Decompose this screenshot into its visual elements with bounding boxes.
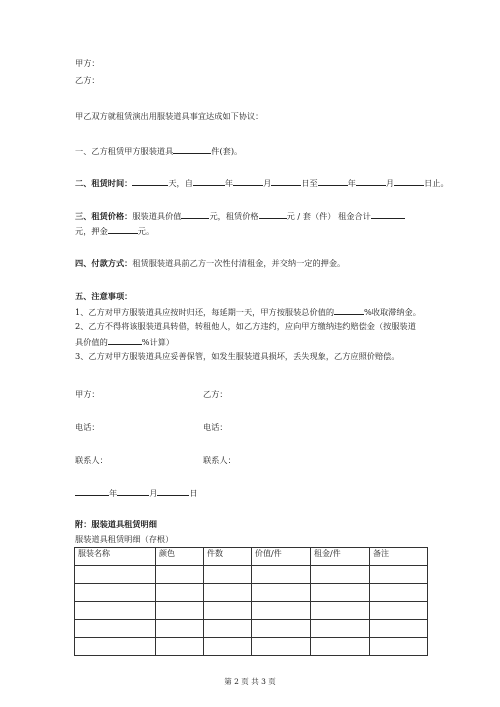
clause-5-label: 五、注意事项： — [75, 291, 133, 301]
clause-5-item-1 — [75, 306, 421, 318]
blank-field — [108, 225, 138, 234]
clause-2-year: 年 — [224, 178, 234, 188]
blank-field — [75, 487, 109, 496]
blank-field — [356, 177, 386, 186]
column-header: 颜色 — [156, 548, 204, 566]
table-row — [75, 602, 428, 620]
clause-5-item-1-end: %收取滞纳金。 — [364, 307, 421, 317]
blank-field — [271, 177, 301, 186]
table-header-row — [75, 548, 428, 566]
clause-3-value: 服装道具价值 — [132, 211, 182, 221]
column-header: 租金/件 — [311, 548, 370, 566]
clause-1-unit: 件(套)。 — [211, 146, 243, 156]
table-cell — [311, 584, 370, 602]
appendix-subtitle: 服装道具租赁明细（存根） — [75, 534, 174, 544]
clause-4 — [75, 258, 345, 269]
clause-5-item-2-end: %计算） — [141, 337, 175, 347]
table-cell — [252, 584, 311, 602]
signature-phone-a: 电话： — [75, 422, 100, 432]
clause-3-total: 元 / 套（件） 租金合计 — [286, 211, 371, 221]
blank-field — [371, 210, 405, 219]
column-header: 备注 — [370, 548, 428, 566]
signature-contact-b: 联系人： — [203, 455, 236, 465]
table-cell — [156, 638, 204, 656]
signature-date — [75, 487, 198, 499]
intro-text: 甲乙双方就租赁演出用服装道具事宜达成如下协议： — [75, 111, 264, 121]
blank-field — [108, 336, 142, 345]
table-row — [75, 638, 428, 656]
blank-field — [173, 145, 211, 154]
table-row — [75, 584, 428, 602]
table-row — [75, 620, 428, 638]
clause-5-item-1-text: 1、乙方对甲方服装道具应按时归还，每延期一天，甲方按服装总价值的 — [75, 307, 335, 317]
table-cell — [370, 620, 428, 638]
clause-5-item-2-cont — [75, 336, 174, 348]
table-cell — [204, 620, 252, 638]
clause-3-label: 三、租赁价格： — [75, 211, 133, 221]
date-year: 年 — [109, 488, 118, 498]
table-cell — [156, 602, 204, 620]
clause-2-days: 天，自 — [168, 178, 193, 188]
blank-field — [394, 177, 424, 186]
blank-field — [132, 177, 168, 186]
clause-3-yuan: 元。 — [137, 226, 155, 236]
table-cell — [252, 566, 311, 584]
column-header: 件数 — [204, 548, 252, 566]
table-cell — [252, 638, 311, 656]
page-footer: 第 2 页 共 3 页 — [224, 677, 276, 686]
signature-party-a: 甲方： — [75, 389, 100, 399]
table-cell — [75, 602, 156, 620]
table-cell — [311, 602, 370, 620]
clause-3-cont — [75, 225, 154, 237]
clause-2 — [75, 177, 449, 189]
rental-detail-table — [74, 547, 428, 656]
clause-2-month: 月 — [263, 178, 272, 188]
blank-field — [117, 487, 149, 496]
date-month: 月 — [149, 488, 158, 498]
clause-2-day-end: 日止。 — [424, 178, 449, 188]
signature-contact-a: 联系人： — [75, 455, 108, 465]
table-cell — [370, 638, 428, 656]
blank-field — [259, 210, 287, 219]
table-cell — [75, 584, 156, 602]
table-cell — [156, 620, 204, 638]
table-cell — [204, 584, 252, 602]
clause-1 — [75, 145, 242, 157]
party-b-label: 乙方： — [75, 75, 100, 85]
table-cell — [204, 566, 252, 584]
table-cell — [204, 602, 252, 620]
blank-field — [233, 177, 263, 186]
blank-field — [334, 306, 364, 315]
table-cell — [370, 584, 428, 602]
clause-2-year-end: 年 — [347, 178, 356, 188]
table-cell — [75, 566, 156, 584]
blank-field — [318, 177, 348, 186]
clause-3-price: 元，租赁价格 — [209, 211, 259, 221]
table-cell — [311, 638, 370, 656]
column-header: 服装名称 — [75, 548, 156, 566]
appendix-title: 附：服装道具租赁明细 — [75, 519, 157, 529]
table-cell — [370, 602, 428, 620]
table-cell — [156, 566, 204, 584]
signature-phone-b: 电话： — [203, 422, 228, 432]
clause-2-day-to: 日至 — [301, 178, 318, 188]
table-cell — [252, 602, 311, 620]
table-cell — [311, 620, 370, 638]
column-header: 价值/件 — [252, 548, 311, 566]
clause-2-label: 二、租赁时间： — [75, 178, 133, 188]
clause-3 — [75, 210, 405, 222]
table-cell — [204, 638, 252, 656]
clause-5-item-3: 3、乙方对甲方服装道具应妥善保管，如发生服装道具损坏，丢失现象，乙方应照价赔偿。 — [75, 351, 400, 361]
table-row — [75, 566, 428, 584]
clause-5-item-2-text: 具价值的 — [75, 337, 108, 347]
clause-4-label: 四、付款方式： — [75, 258, 133, 268]
clause-3-deposit: 元，押金 — [75, 226, 108, 236]
table-cell — [156, 584, 204, 602]
clause-1-text: 一、乙方租赁甲方服装道具 — [75, 146, 174, 156]
table-cell — [75, 638, 156, 656]
table-cell — [370, 566, 428, 584]
party-a-label: 甲方： — [75, 58, 100, 68]
clause-5-item-2: 2、乙方不得将该服装道具转借，转租他人，如乙方违约，应向甲方缴纳违约赔偿金（按服装道 — [75, 321, 416, 331]
table-cell — [311, 566, 370, 584]
blank-field — [193, 177, 225, 186]
blank-field — [181, 210, 209, 219]
date-day: 日 — [189, 488, 198, 498]
blank-field — [157, 487, 189, 496]
signature-party-b: 乙方： — [203, 389, 228, 399]
clause-2-month-end: 月 — [385, 178, 395, 188]
clause-4-text: 租赁服装道具前乙方一次性付清租金，并交纳一定的押金。 — [132, 258, 346, 268]
table-cell — [75, 620, 156, 638]
table-cell — [252, 620, 311, 638]
